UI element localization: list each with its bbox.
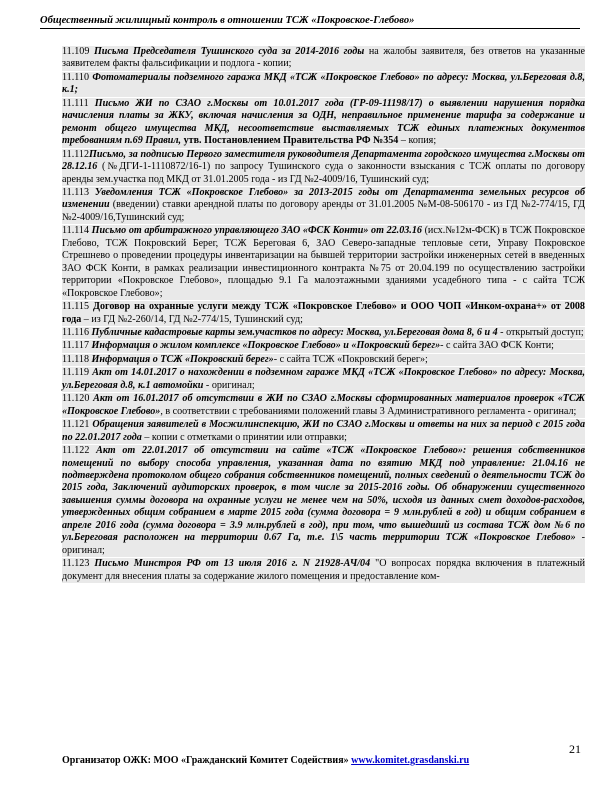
list-item: [62, 354, 585, 367]
item-text-segment: Письма Председателя Тушинского суда за 2014-2016 годы: [93, 46, 365, 57]
list-item: [62, 367, 585, 393]
item-text-segment: 11.119: [62, 367, 93, 379]
item-text-segment: Акт от 16.01.2017 об отсутствии в ЖИ по СЗАО г.Москвы сформированных материалов проверок «ТСЖ «Покровское Глебово»: [62, 393, 585, 417]
document-body: [62, 46, 585, 584]
page-header: Общественный жилищный контроль в отношении ТСЖ «Покровское-Глебово»: [40, 13, 580, 29]
item-text-segment: Обращения заявителей в Мосжилинспекцию, ЖИ по СЗАО г.Москвы и ответы на них за период с 2015 года по 22.01.2017 года: [62, 419, 585, 443]
list-item: [62, 225, 585, 301]
list-item: [62, 46, 585, 72]
item-text-segment: (введении) ставки арендной платы по договору аренды от 31.01.2005 №М-08-506170 - из ГД №2-774/15, ГД №2-4009/16,Тушинский суд;: [62, 199, 585, 223]
item-text-segment: 11.116: [62, 326, 92, 338]
list-item: [62, 419, 585, 445]
item-text-segment: - с сайта ЗАО ФСК Конти;: [440, 340, 554, 352]
item-text-segment: 11.112: [62, 148, 90, 160]
footer-organizer-text: Организатор ОЖК: МОО «Гражданский Комитет Содействия»: [62, 755, 352, 766]
item-text-segment: Акт от 22.01.2017 об отсутствии на сайте «ТСЖ «Покровское Глебово»: решения собственников помещений по выбору способа управления, указанная дата по взятию МКД под управление: 21.04.16 не подтверждена протоколом общего собрания собственников помещений, полных сведений о деятельности ТСЖ до 2015 года, Заключений аудиторских проверок, в том числе за 2015-2016 годы. Об обнаружении существенного завышения суммы договора на охранные услуги не менее чем на 50%, исходя из данных смет доходов-расходов, утвержденных общим собранием в марте 2015 года (сумма договора = 9 млн.рублей в год) и общим собранием в апреле 2016 года (сумма договора = 3.9 млн.рублей в год), при том, что вышедший из состава ТСЖ дом №6 по ул.Береговая расположен на территории 0.67 Га, т.е. 1\5 часть территории ТСЖ «Покровское Глебово»: [62, 445, 585, 544]
item-text-segment: на жалобы заявителя, без ответов на указанные заявителем факты фальсификации и подлога - копии;: [62, 46, 585, 70]
list-item: [62, 393, 585, 419]
list-item: [62, 340, 585, 353]
item-text-segment: 11.123: [62, 558, 95, 570]
item-text-segment: – копии с отметками о принятии или отправки;: [141, 431, 347, 443]
item-text-segment: 11.120: [62, 393, 94, 405]
item-text-segment: – из ГД №2-260/14, ГД №2-774/15, Тушинский суд;: [81, 313, 303, 325]
list-item: [62, 301, 585, 327]
item-text-segment: (№ДГИ-1-1110872/16-1) по запросу Тушинского суда о законности взыскания с ТСЖ оплаты по договору аренды зем.участка под МКД от 31.01.2005 года - из ГД №2-4009/16, Тушинский суд;: [62, 161, 585, 185]
item-text-segment: Договор на охранные услуги между ТСЖ «Покровское Глебово» и ООО ЧОП «Инком-охрана+» от 2008 года: [62, 301, 585, 325]
item-text-segment: 11.115: [62, 301, 94, 313]
item-text-segment: , в соответствии с требованиями положений главы 3 Административного регламента - оригинал;: [160, 405, 577, 417]
page-footer: [62, 754, 532, 768]
item-text-segment: - оригинал;: [62, 532, 586, 556]
item-text-segment: Письмо от арбитражного управляющего ЗАО «ФСК Конти» от 22.03.16: [91, 225, 422, 237]
item-text-segment: Информация о ТСЖ «Покровский берег»: [91, 353, 274, 365]
item-text-segment: - оригинал;: [203, 379, 255, 391]
item-text-segment: – копия;: [398, 135, 437, 147]
item-text-segment: 11.110: [62, 71, 93, 83]
list-item: [62, 149, 585, 187]
item-text-segment: 11.114: [62, 225, 92, 237]
page-number: 21: [569, 742, 581, 756]
list-item: [62, 327, 585, 340]
item-text-segment: Публичные кадастровые карты зем.участков по адресу: Москва, ул.Береговая дома 8, 6 и 4: [91, 326, 498, 338]
item-text-segment: Акт от 14.01.2017 о нахождении в подземном гараже МКД «ТСЖ «Покровское Глебово» по адресу: Москва, ул.Береговая д.8, к.1 автомойки: [62, 367, 585, 391]
list-item: [62, 187, 585, 225]
item-text-segment: утв. Постановлением Правительства РФ №354: [183, 135, 399, 147]
item-text-segment: 11.113: [62, 186, 95, 198]
item-text-segment: - с сайта ТСЖ «Покровский берег»;: [273, 353, 428, 365]
item-text-segment: Фотоматериалы подземного гаража МКД «ТСЖ «Покровское Глебово» по адресу: Москва, ул.Береговая д.8, к.1;: [62, 71, 585, 96]
item-text-segment: 11.111: [62, 97, 95, 109]
list-item: [62, 558, 585, 584]
item-text-segment: Письмо ЖИ по СЗАО г.Москвы от 10.01.2017 года (ГР-09-11198/17) о выявлении нарушения порядка начисления платы за ЖКУ, включая начисления за ОДН, неправильное применение тарифа за содержание и ремонт общего имущества МКД, несоответствие выставляемых ТСЖ единых платежных документов требованиям п.69 Правил,: [62, 97, 585, 147]
item-text-segment: - открытый доступ;: [497, 326, 584, 338]
item-text-segment: 11.121: [62, 419, 93, 431]
list-item: [62, 72, 585, 98]
item-text-segment: Информация о жилом комплексе «Покровское Глебово» и «Покровский берег»: [91, 340, 441, 352]
item-text-segment: (исх.№12м-ФСК) в ТСЖ Покровское Глебово, ТСЖ Покровский Берег, ТСЖ Береговая 6, ЗАО Северо-западные тепловые сети, Управу Покровское Стрешнево о проведении процедуры инвентаризации на бывшей территории застройки инженерных сетей в введенных ЗАО ФСК Конти, в рамках реализации инвестиционного контракта №75 от 20.04.199 по осуществлению застройки территории «Покровское Глебово», площадью 9.1 Га малоэтажными зданиями усадебного типа - с сайта ТСЖ «Покровское Глебово»;: [62, 225, 585, 299]
item-text-segment: Письмо, за подписью Первого заместителя руководителя Департамента городского имущества г.Москвы от 28.12.16: [62, 148, 585, 173]
list-item: [62, 98, 585, 149]
item-text-segment: 11.117: [62, 340, 92, 352]
item-text-segment: 11.122: [62, 445, 97, 457]
list-item: [62, 445, 585, 558]
footer-website-link[interactable]: www.komitet.grasdanski.ru: [351, 755, 470, 766]
item-text-segment: "О вопросах порядка включения в платежный документ для внесения платы за содержание жилого помещения и предоставление ком-: [62, 558, 585, 582]
item-text-segment: Письмо Минстроя РФ от 13 июля 2016 г. N 21928-АЧ/04: [94, 558, 371, 570]
item-text-segment: 11.109: [62, 46, 94, 57]
item-text-segment: 11.118: [62, 353, 92, 365]
item-text-segment: Уведомления ТСЖ «Покровское Глебово» за 2013-2015 годы от Департамента земельных ресурсов об изменении: [62, 186, 585, 211]
